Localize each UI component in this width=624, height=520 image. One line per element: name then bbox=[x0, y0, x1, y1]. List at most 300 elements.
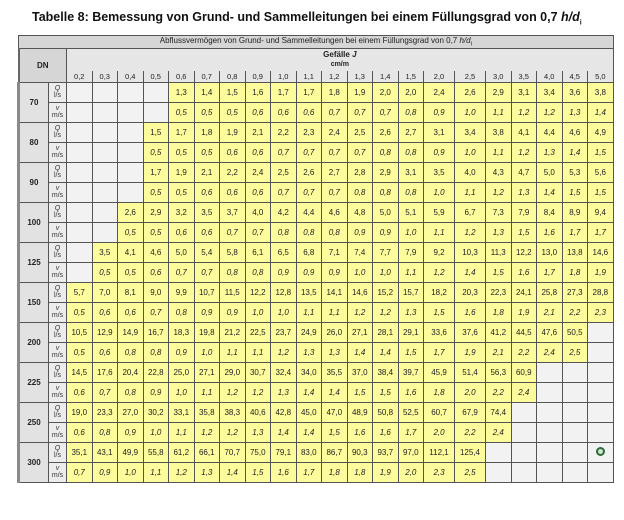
q-value-cell: 9,2 bbox=[424, 242, 455, 262]
v-value-cell: 0,6 bbox=[245, 142, 271, 162]
v-value-cell: 1,1 bbox=[169, 422, 195, 442]
empty-cell bbox=[118, 142, 144, 162]
q-value-cell: 75,0 bbox=[245, 442, 271, 462]
dn-cell: 225 bbox=[19, 362, 49, 402]
v-value-cell: 1,0 bbox=[271, 302, 297, 322]
v-value-cell: 1,0 bbox=[424, 182, 455, 202]
v-value-cell: 0,7 bbox=[220, 222, 246, 242]
q-value-cell: 66,1 bbox=[194, 442, 220, 462]
table-row-225-v bbox=[19, 382, 614, 402]
v-value-cell: 0,8 bbox=[271, 222, 297, 242]
v-value-cell: 1,9 bbox=[588, 262, 614, 282]
empty-cell bbox=[537, 442, 563, 462]
v-label-cell bbox=[49, 262, 67, 282]
v-value-cell: 1,3 bbox=[296, 342, 322, 362]
q-label-cell bbox=[49, 82, 67, 102]
q-value-cell: 35,5 bbox=[322, 362, 348, 382]
q-value-cell: 32,4 bbox=[271, 362, 297, 382]
empty-cell bbox=[562, 362, 588, 382]
empty-cell bbox=[588, 382, 614, 402]
v-value-cell: 1,7 bbox=[398, 422, 424, 442]
q-value-cell: 2,0 bbox=[398, 82, 424, 102]
v-value-cell: 2,4 bbox=[511, 382, 537, 402]
q-value-cell: 5,8 bbox=[220, 242, 246, 262]
v-value-cell: 1,7 bbox=[588, 222, 614, 242]
v-value-cell: 1,6 bbox=[347, 422, 373, 442]
q-value-cell: 70,7 bbox=[220, 442, 246, 462]
v-value-cell: 0,9 bbox=[373, 222, 399, 242]
table-title bbox=[32, 10, 582, 27]
q-value-cell: 3,8 bbox=[588, 82, 614, 102]
q-value-cell: 79,1 bbox=[271, 442, 297, 462]
busy-cursor-icon bbox=[596, 447, 605, 456]
v-value-cell: 1,2 bbox=[537, 102, 563, 122]
v-value-cell: 1,0 bbox=[194, 342, 220, 362]
dn-cell: 125 bbox=[19, 242, 49, 282]
q-label-cell bbox=[49, 282, 67, 302]
q-value-cell: 23,3 bbox=[92, 402, 118, 422]
v-value-cell: 2,0 bbox=[455, 382, 486, 402]
v-value-cell: 1,2 bbox=[220, 422, 246, 442]
q-value-cell: 3,5 bbox=[194, 202, 220, 222]
q-value-cell: 90,3 bbox=[347, 442, 373, 462]
v-value-cell: 1,3 bbox=[537, 142, 563, 162]
q-value-cell: 13,5 bbox=[296, 282, 322, 302]
v-value-cell: 1,1 bbox=[486, 102, 512, 122]
v-value-cell: 0,8 bbox=[143, 342, 169, 362]
v-value-cell: 1,6 bbox=[455, 302, 486, 322]
q-value-cell: 30,2 bbox=[143, 402, 169, 422]
q-value-cell: 20,3 bbox=[455, 282, 486, 302]
q-value-cell: 10,7 bbox=[194, 282, 220, 302]
empty-cell bbox=[588, 442, 614, 462]
q-value-cell: 60,9 bbox=[511, 362, 537, 382]
slope-header: 0,3 bbox=[92, 71, 118, 83]
slope-header: 1,0 bbox=[271, 71, 297, 83]
slope-header: 0,6 bbox=[169, 71, 195, 83]
gefaelle-header bbox=[67, 48, 614, 71]
q-value-cell: 15,2 bbox=[373, 282, 399, 302]
q-value-cell: 14,5 bbox=[67, 362, 93, 382]
v-value-cell: 0,8 bbox=[398, 142, 424, 162]
v-value-cell: 1,4 bbox=[537, 182, 563, 202]
q-value-cell: 52,5 bbox=[398, 402, 424, 422]
q-value-cell: 2,1 bbox=[194, 162, 220, 182]
q-value-cell: 2,9 bbox=[143, 202, 169, 222]
v-value-cell: 1,4 bbox=[347, 342, 373, 362]
q-value-cell: 4,0 bbox=[455, 162, 486, 182]
q-value-cell: 42,8 bbox=[271, 402, 297, 422]
q-value-cell: 25,0 bbox=[169, 362, 195, 382]
q-value-cell: 1,4 bbox=[194, 82, 220, 102]
q-value-cell: 45,0 bbox=[296, 402, 322, 422]
v-value-cell: 1,7 bbox=[424, 342, 455, 362]
v-value-cell: 1,5 bbox=[322, 422, 348, 442]
q-value-cell: 3,5 bbox=[92, 242, 118, 262]
q-value-cell: 2,3 bbox=[296, 122, 322, 142]
v-value-cell: 1,0 bbox=[169, 382, 195, 402]
empty-cell bbox=[562, 422, 588, 442]
v-value-cell: 1,2 bbox=[511, 102, 537, 122]
v-value-cell: 1,1 bbox=[220, 342, 246, 362]
q-value-cell: 1,9 bbox=[169, 162, 195, 182]
q-value-cell: 3,6 bbox=[562, 82, 588, 102]
v-value-cell: 1,7 bbox=[537, 262, 563, 282]
q-symbol: Q bbox=[54, 165, 61, 173]
q-value-cell: 5,9 bbox=[424, 202, 455, 222]
q-symbol: Q bbox=[54, 125, 61, 133]
empty-cell bbox=[588, 322, 614, 342]
table-row-300-q bbox=[19, 442, 614, 462]
q-value-cell: 4,3 bbox=[486, 162, 512, 182]
q-value-cell: 4,9 bbox=[588, 122, 614, 142]
q-value-cell: 83,0 bbox=[296, 442, 322, 462]
table-row-80-q bbox=[19, 122, 614, 142]
q-value-cell: 30,7 bbox=[245, 362, 271, 382]
q-unit: l/s bbox=[54, 172, 61, 180]
v-symbol: v bbox=[55, 145, 60, 153]
v-value-cell: 0,6 bbox=[220, 182, 246, 202]
v-symbol: v bbox=[55, 425, 60, 433]
v-value-cell: 0,5 bbox=[143, 222, 169, 242]
v-value-cell: 1,5 bbox=[398, 342, 424, 362]
q-value-cell: 19,8 bbox=[194, 322, 220, 342]
v-value-cell: 0,9 bbox=[424, 102, 455, 122]
q-value-cell: 93,7 bbox=[373, 442, 399, 462]
v-symbol: v bbox=[55, 185, 60, 193]
v-label-cell bbox=[49, 302, 67, 322]
empty-cell bbox=[67, 262, 93, 282]
v-value-cell: 0,5 bbox=[194, 102, 220, 122]
empty-cell bbox=[67, 82, 93, 102]
empty-cell bbox=[92, 102, 118, 122]
v-value-cell: 1,1 bbox=[455, 182, 486, 202]
empty-cell bbox=[67, 182, 93, 202]
v-value-cell: 1,2 bbox=[169, 462, 195, 482]
v-value-cell: 1,5 bbox=[588, 142, 614, 162]
q-value-cell: 9,9 bbox=[169, 282, 195, 302]
q-value-cell: 7,9 bbox=[511, 202, 537, 222]
q-value-cell: 24,9 bbox=[296, 322, 322, 342]
v-value-cell: 1,0 bbox=[373, 262, 399, 282]
v-symbol: v bbox=[55, 265, 60, 273]
q-value-cell: 61,2 bbox=[169, 442, 195, 462]
q-value-cell: 28,1 bbox=[373, 322, 399, 342]
v-value-cell: 1,9 bbox=[511, 302, 537, 322]
q-value-cell: 26,0 bbox=[322, 322, 348, 342]
v-value-cell: 1,1 bbox=[424, 222, 455, 242]
v-label-cell bbox=[49, 102, 67, 122]
abfluss-table bbox=[17, 35, 614, 483]
q-value-cell: 3,7 bbox=[220, 202, 246, 222]
v-value-cell: 1,4 bbox=[562, 142, 588, 162]
v-symbol: v bbox=[55, 225, 60, 233]
empty-cell bbox=[118, 82, 144, 102]
empty-cell bbox=[511, 422, 537, 442]
q-value-cell: 1,7 bbox=[143, 162, 169, 182]
q-value-cell: 40,6 bbox=[245, 402, 271, 422]
q-value-cell: 50,8 bbox=[373, 402, 399, 422]
slope-header-row bbox=[19, 71, 614, 83]
q-value-cell: 18,3 bbox=[169, 322, 195, 342]
slope-header: 4,5 bbox=[562, 71, 588, 83]
q-label-cell bbox=[49, 122, 67, 142]
v-value-cell: 0,5 bbox=[118, 262, 144, 282]
q-unit: l/s bbox=[54, 92, 61, 100]
slope-header: 1,1 bbox=[296, 71, 322, 83]
q-value-cell: 33,6 bbox=[424, 322, 455, 342]
table-row-100-q bbox=[19, 202, 614, 222]
v-value-cell: 1,3 bbox=[322, 342, 348, 362]
v-value-cell: 0,5 bbox=[67, 342, 93, 362]
q-value-cell: 33,1 bbox=[169, 402, 195, 422]
v-unit: m/s bbox=[51, 432, 64, 440]
v-label-cell bbox=[49, 462, 67, 482]
v-value-cell: 0,7 bbox=[347, 102, 373, 122]
v-value-cell: 1,2 bbox=[455, 222, 486, 242]
q-value-cell: 11,5 bbox=[220, 282, 246, 302]
q-value-cell: 1,6 bbox=[245, 82, 271, 102]
v-value-cell: 1,9 bbox=[373, 462, 399, 482]
v-value-cell: 2,2 bbox=[511, 342, 537, 362]
empty-cell bbox=[92, 82, 118, 102]
q-value-cell: 3,1 bbox=[424, 122, 455, 142]
table-row-250-v bbox=[19, 422, 614, 442]
v-value-cell: 0,7 bbox=[92, 382, 118, 402]
table-row-100-v bbox=[19, 222, 614, 242]
q-value-cell: 4,2 bbox=[271, 202, 297, 222]
v-value-cell: 1,3 bbox=[486, 222, 512, 242]
dn-cell: 100 bbox=[19, 202, 49, 242]
gefaelle-symbol: J bbox=[352, 50, 357, 60]
q-symbol: Q bbox=[54, 205, 61, 213]
q-value-cell: 4,7 bbox=[511, 162, 537, 182]
dn-cell: 300 bbox=[19, 442, 49, 482]
q-value-cell: 21,2 bbox=[220, 322, 246, 342]
v-symbol: v bbox=[55, 105, 60, 113]
v-value-cell: 0,9 bbox=[296, 262, 322, 282]
v-value-cell: 0,6 bbox=[220, 142, 246, 162]
v-value-cell: 0,7 bbox=[271, 142, 297, 162]
empty-cell bbox=[92, 182, 118, 202]
v-value-cell: 0,6 bbox=[118, 302, 144, 322]
v-value-cell: 1,2 bbox=[486, 182, 512, 202]
q-value-cell: 5,0 bbox=[537, 162, 563, 182]
v-value-cell: 1,6 bbox=[271, 462, 297, 482]
q-label-cell bbox=[49, 442, 67, 462]
q-value-cell: 37,6 bbox=[455, 322, 486, 342]
slope-header: 4,0 bbox=[537, 71, 563, 83]
v-value-cell: 1,2 bbox=[511, 142, 537, 162]
q-value-cell: 2,7 bbox=[322, 162, 348, 182]
slope-header: 0,9 bbox=[245, 71, 271, 83]
v-value-cell: 1,5 bbox=[588, 182, 614, 202]
q-value-cell: 4,0 bbox=[245, 202, 271, 222]
q-value-cell: 43,1 bbox=[92, 442, 118, 462]
dn-cell: 90 bbox=[19, 162, 49, 202]
v-value-cell: 1,0 bbox=[143, 422, 169, 442]
q-value-cell: 27,1 bbox=[347, 322, 373, 342]
q-value-cell: 7,0 bbox=[92, 282, 118, 302]
q-value-cell: 27,3 bbox=[562, 282, 588, 302]
empty-cell bbox=[588, 362, 614, 382]
v-value-cell: 2,4 bbox=[537, 342, 563, 362]
caption-text: Abflussvermögen von Grund- und Sammelleitungen bei einem Füllungsgrad von 0,7 bbox=[159, 36, 460, 45]
q-value-cell: 4,6 bbox=[562, 122, 588, 142]
v-value-cell: 1,2 bbox=[245, 382, 271, 402]
q-value-cell: 41,2 bbox=[486, 322, 512, 342]
q-value-cell: 14,9 bbox=[118, 322, 144, 342]
v-value-cell: 0,9 bbox=[143, 382, 169, 402]
v-label-cell bbox=[49, 342, 67, 362]
title-text: Tabelle 8: Bemessung von Grund- und Sammelleitungen bei einem Füllungsgrad von 0,7 bbox=[32, 10, 562, 24]
empty-cell bbox=[67, 242, 93, 262]
v-value-cell: 0,7 bbox=[143, 302, 169, 322]
q-value-cell: 19,0 bbox=[67, 402, 93, 422]
v-value-cell: 0,7 bbox=[347, 142, 373, 162]
slope-header: 5,0 bbox=[588, 71, 614, 83]
v-value-cell: 1,7 bbox=[562, 222, 588, 242]
v-label-cell bbox=[49, 422, 67, 442]
q-symbol: Q bbox=[54, 285, 61, 293]
q-value-cell: 3,4 bbox=[455, 122, 486, 142]
q-value-cell: 1,5 bbox=[143, 122, 169, 142]
v-value-cell: 0,6 bbox=[92, 342, 118, 362]
empty-cell bbox=[92, 202, 118, 222]
q-value-cell: 2,8 bbox=[347, 162, 373, 182]
q-value-cell: 1,7 bbox=[296, 82, 322, 102]
v-value-cell: 1,3 bbox=[398, 302, 424, 322]
v-value-cell: 1,1 bbox=[322, 302, 348, 322]
q-unit: l/s bbox=[54, 332, 61, 340]
v-value-cell: 2,3 bbox=[424, 462, 455, 482]
empty-cell bbox=[588, 342, 614, 362]
v-value-cell: 1,4 bbox=[322, 382, 348, 402]
v-value-cell: 1,0 bbox=[118, 462, 144, 482]
v-value-cell: 0,9 bbox=[92, 462, 118, 482]
q-value-cell: 48,9 bbox=[347, 402, 373, 422]
v-value-cell: 0,5 bbox=[143, 182, 169, 202]
v-value-cell: 1,4 bbox=[296, 422, 322, 442]
v-value-cell: 1,8 bbox=[486, 302, 512, 322]
v-unit: m/s bbox=[51, 232, 64, 240]
q-value-cell: 37,0 bbox=[347, 362, 373, 382]
slope-header: 2,5 bbox=[455, 71, 486, 83]
v-value-cell: 0,6 bbox=[143, 262, 169, 282]
v-value-cell: 1,9 bbox=[455, 342, 486, 362]
q-value-cell: 12,9 bbox=[92, 322, 118, 342]
v-value-cell: 0,9 bbox=[322, 262, 348, 282]
q-value-cell: 2,7 bbox=[398, 122, 424, 142]
v-label-cell bbox=[49, 382, 67, 402]
v-symbol: v bbox=[55, 305, 60, 313]
q-unit: l/s bbox=[54, 412, 61, 420]
q-value-cell: 1,5 bbox=[220, 82, 246, 102]
q-value-cell: 4,1 bbox=[511, 122, 537, 142]
v-value-cell: 0,5 bbox=[67, 302, 93, 322]
v-value-cell: 0,7 bbox=[296, 182, 322, 202]
q-value-cell: 6,8 bbox=[296, 242, 322, 262]
v-value-cell: 1,2 bbox=[194, 422, 220, 442]
q-symbol: Q bbox=[54, 365, 61, 373]
table-row-150-v bbox=[19, 302, 614, 322]
v-value-cell: 1,0 bbox=[347, 262, 373, 282]
q-value-cell: 7,4 bbox=[347, 242, 373, 262]
q-value-cell: 15,7 bbox=[398, 282, 424, 302]
q-label-cell bbox=[49, 402, 67, 422]
dn-cell: 150 bbox=[19, 282, 49, 322]
v-value-cell: 1,5 bbox=[245, 462, 271, 482]
q-label-cell bbox=[49, 362, 67, 382]
v-value-cell: 0,8 bbox=[347, 182, 373, 202]
empty-cell bbox=[92, 162, 118, 182]
q-value-cell: 7,7 bbox=[373, 242, 399, 262]
v-value-cell: 1,1 bbox=[143, 462, 169, 482]
v-value-cell: 0,7 bbox=[322, 142, 348, 162]
q-value-cell: 20,4 bbox=[118, 362, 144, 382]
v-value-cell: 1,8 bbox=[322, 462, 348, 482]
v-value-cell: 0,7 bbox=[194, 262, 220, 282]
empty-cell bbox=[562, 402, 588, 422]
slope-header: 0,8 bbox=[220, 71, 246, 83]
empty-cell bbox=[537, 382, 563, 402]
q-value-cell: 11,3 bbox=[486, 242, 512, 262]
dn-header: DN bbox=[19, 48, 67, 82]
v-value-cell: 1,0 bbox=[245, 302, 271, 322]
v-value-cell: 0,6 bbox=[245, 102, 271, 122]
q-value-cell: 8,4 bbox=[537, 202, 563, 222]
v-value-cell: 0,8 bbox=[169, 302, 195, 322]
q-value-cell: 4,8 bbox=[347, 202, 373, 222]
v-value-cell: 2,1 bbox=[486, 342, 512, 362]
slope-header: 1,4 bbox=[373, 71, 399, 83]
q-value-cell: 49,9 bbox=[118, 442, 144, 462]
v-unit: m/s bbox=[51, 312, 64, 320]
empty-cell bbox=[67, 222, 93, 242]
empty-cell bbox=[511, 402, 537, 422]
table-row-90-q bbox=[19, 162, 614, 182]
q-value-cell: 35,8 bbox=[194, 402, 220, 422]
v-value-cell: 1,1 bbox=[296, 302, 322, 322]
q-value-cell: 5,6 bbox=[588, 162, 614, 182]
q-value-cell: 29,1 bbox=[398, 322, 424, 342]
q-value-cell: 5,1 bbox=[398, 202, 424, 222]
v-value-cell: 1,1 bbox=[486, 142, 512, 162]
empty-cell bbox=[118, 182, 144, 202]
q-unit: l/s bbox=[54, 252, 61, 260]
v-value-cell: 1,4 bbox=[271, 422, 297, 442]
v-value-cell: 0,7 bbox=[245, 222, 271, 242]
q-value-cell: 5,4 bbox=[194, 242, 220, 262]
q-value-cell: 2,6 bbox=[118, 202, 144, 222]
v-value-cell: 0,7 bbox=[67, 462, 93, 482]
q-value-cell: 2,6 bbox=[455, 82, 486, 102]
v-value-cell: 2,3 bbox=[588, 302, 614, 322]
v-value-cell: 0,5 bbox=[169, 142, 195, 162]
q-value-cell: 45,9 bbox=[424, 362, 455, 382]
v-value-cell: 0,9 bbox=[424, 142, 455, 162]
table-row-125-v bbox=[19, 262, 614, 282]
slope-header: 1,3 bbox=[347, 71, 373, 83]
q-unit: l/s bbox=[54, 292, 61, 300]
q-value-cell: 3,1 bbox=[398, 162, 424, 182]
q-value-cell: 4,4 bbox=[296, 202, 322, 222]
table-row-250-q bbox=[19, 402, 614, 422]
v-value-cell: 0,7 bbox=[296, 142, 322, 162]
v-value-cell: 1,4 bbox=[220, 462, 246, 482]
q-value-cell: 5,7 bbox=[67, 282, 93, 302]
empty-cell bbox=[562, 382, 588, 402]
